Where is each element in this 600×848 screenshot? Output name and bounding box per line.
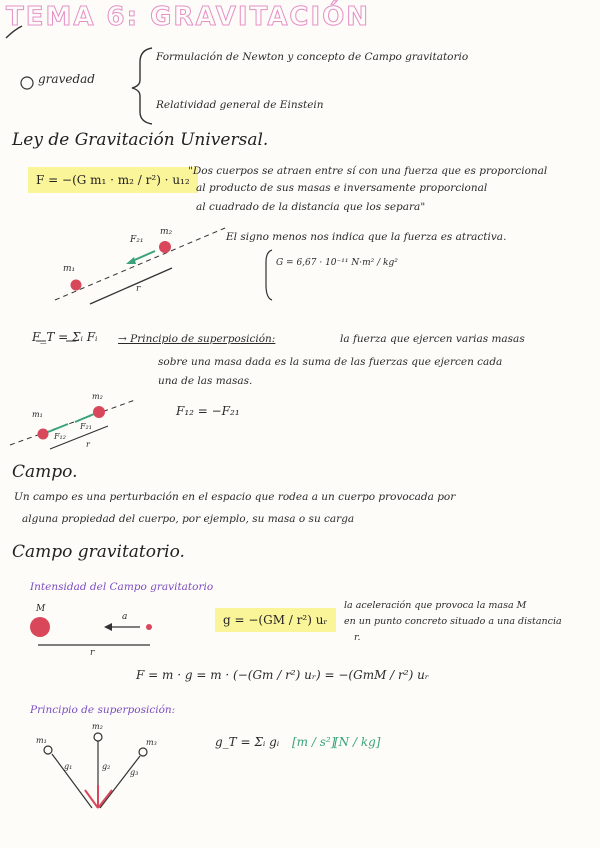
ley-label-r: r bbox=[136, 284, 141, 294]
brace bbox=[132, 48, 152, 124]
pair-mass-m2 bbox=[93, 406, 105, 418]
sp-m1 bbox=[44, 746, 52, 754]
campo-grav-heading: Campo gravitatorio. bbox=[12, 542, 185, 562]
pair-label-r: r bbox=[86, 440, 90, 449]
campo-text-l1: Un campo es una perturbación en el espacio que rodea a un cuerpo provocada por bbox=[14, 491, 456, 503]
superposition2-heading: Principio de superposición: bbox=[30, 704, 176, 716]
superposition2-formula: g_T = Σᵢ gᵢ bbox=[215, 735, 280, 749]
sp-label-g3: g₃ bbox=[130, 768, 139, 777]
bullet-circle bbox=[21, 77, 33, 89]
campo-label-a: a bbox=[122, 612, 128, 622]
g-constant: G = 6,67 · 10⁻¹¹ N·m² / kg² bbox=[276, 258, 398, 268]
superposition-pair: F₁₂ = −F₂₁ bbox=[176, 404, 240, 418]
superposition-text-l2: sobre una masa dada es la suma de las fuerzas que ejercen cada bbox=[158, 356, 503, 368]
gravity-branch-einstein: Relatividad general de Einstein bbox=[156, 99, 324, 111]
superposition-formula: F_T = Σᵢ Fᵢ bbox=[32, 330, 98, 344]
ley-quote-l3: al cuadrado de la distancia que los separa" bbox=[196, 201, 426, 213]
g-brace bbox=[266, 250, 272, 300]
sp-label-g2: g₂ bbox=[102, 762, 111, 771]
distance-line-r bbox=[90, 268, 172, 304]
superposition-text-l1: la fuerza que ejercen varias masas bbox=[340, 333, 525, 345]
campo-grav-subheading: Intensidad del Campo gravitatorio bbox=[30, 581, 214, 593]
pair-label-m2: m₂ bbox=[92, 392, 103, 401]
campo-label-M: M bbox=[36, 604, 46, 614]
force-formula: F = m · g = m · (−(Gm / r²) uᵣ) = −(GmM / r²) uᵣ bbox=[136, 668, 429, 682]
units-m-s2: [m / s²] bbox=[292, 735, 336, 749]
sp-label-g1: g₁ bbox=[64, 762, 73, 771]
sp-m2 bbox=[94, 733, 102, 741]
title-stroke bbox=[6, 26, 22, 38]
campo-grav-formula: g = −(GM / r²) uᵣ bbox=[215, 608, 336, 632]
pair-mass-m1 bbox=[38, 429, 49, 440]
sp-label-m3: m₃ bbox=[146, 738, 157, 747]
pair-arrow-f12 bbox=[48, 424, 68, 432]
ley-label-m2: m₂ bbox=[160, 227, 173, 237]
campo-note-l2: en un punto concreto situado a una distancia bbox=[344, 616, 562, 627]
campo-label-r: r bbox=[90, 648, 95, 658]
gravity-label: gravedad bbox=[38, 72, 95, 86]
campo-note-l3: r. bbox=[354, 632, 361, 643]
pair-arrow-f21 bbox=[75, 414, 94, 422]
ley-heading: Ley de Gravitación Universal. bbox=[12, 130, 269, 150]
mass-m1 bbox=[71, 280, 82, 291]
test-point bbox=[146, 624, 152, 630]
sp-label-m2: m₂ bbox=[92, 722, 103, 731]
force-arrow-head bbox=[126, 257, 136, 264]
ley-sign-note: El signo menos nos indica que la fuerza es atractiva. bbox=[226, 231, 507, 243]
ley-label-m1: m₁ bbox=[63, 264, 76, 274]
pair-dashed-line bbox=[10, 400, 135, 445]
sp-label-m1: m₁ bbox=[36, 736, 47, 745]
campo-heading: Campo. bbox=[12, 462, 78, 482]
sp-m3 bbox=[139, 748, 147, 756]
campo-note-l1: la aceleración que provoca la masa M bbox=[344, 600, 527, 611]
ley-label-f21: F₂₁ bbox=[130, 235, 144, 245]
superposition-title: → Principio de superposición: bbox=[118, 333, 276, 345]
page-title: TEMA 6: GRAVITACIÓN bbox=[6, 2, 371, 32]
superposition-text-l3: una de las masas. bbox=[158, 375, 253, 387]
pair-label-f21: F₂₁ bbox=[80, 422, 92, 431]
ley-formula: F = −(G m₁ · m₂ / r²) · u₁₂ bbox=[28, 167, 198, 193]
mass-M bbox=[30, 617, 50, 637]
gravity-branch-newton: Formulación de Newton y concepto de Campo gravitatorio bbox=[156, 51, 469, 63]
ley-quote-l2: al producto de sus masas e inversamente proporcional bbox=[196, 182, 488, 194]
mass-m2 bbox=[159, 241, 171, 253]
units-n-kg: [N / kg] bbox=[334, 735, 381, 749]
pair-label-m1: m₁ bbox=[32, 410, 43, 419]
pair-label-f12: F₁₂ bbox=[54, 432, 66, 441]
ley-quote-l1: "Dos cuerpos se atraen entre sí con una fuerza que es proporcional bbox=[188, 165, 548, 177]
campo-text-l2: alguna propiedad del cuerpo, por ejemplo, su masa o su carga bbox=[22, 513, 355, 525]
